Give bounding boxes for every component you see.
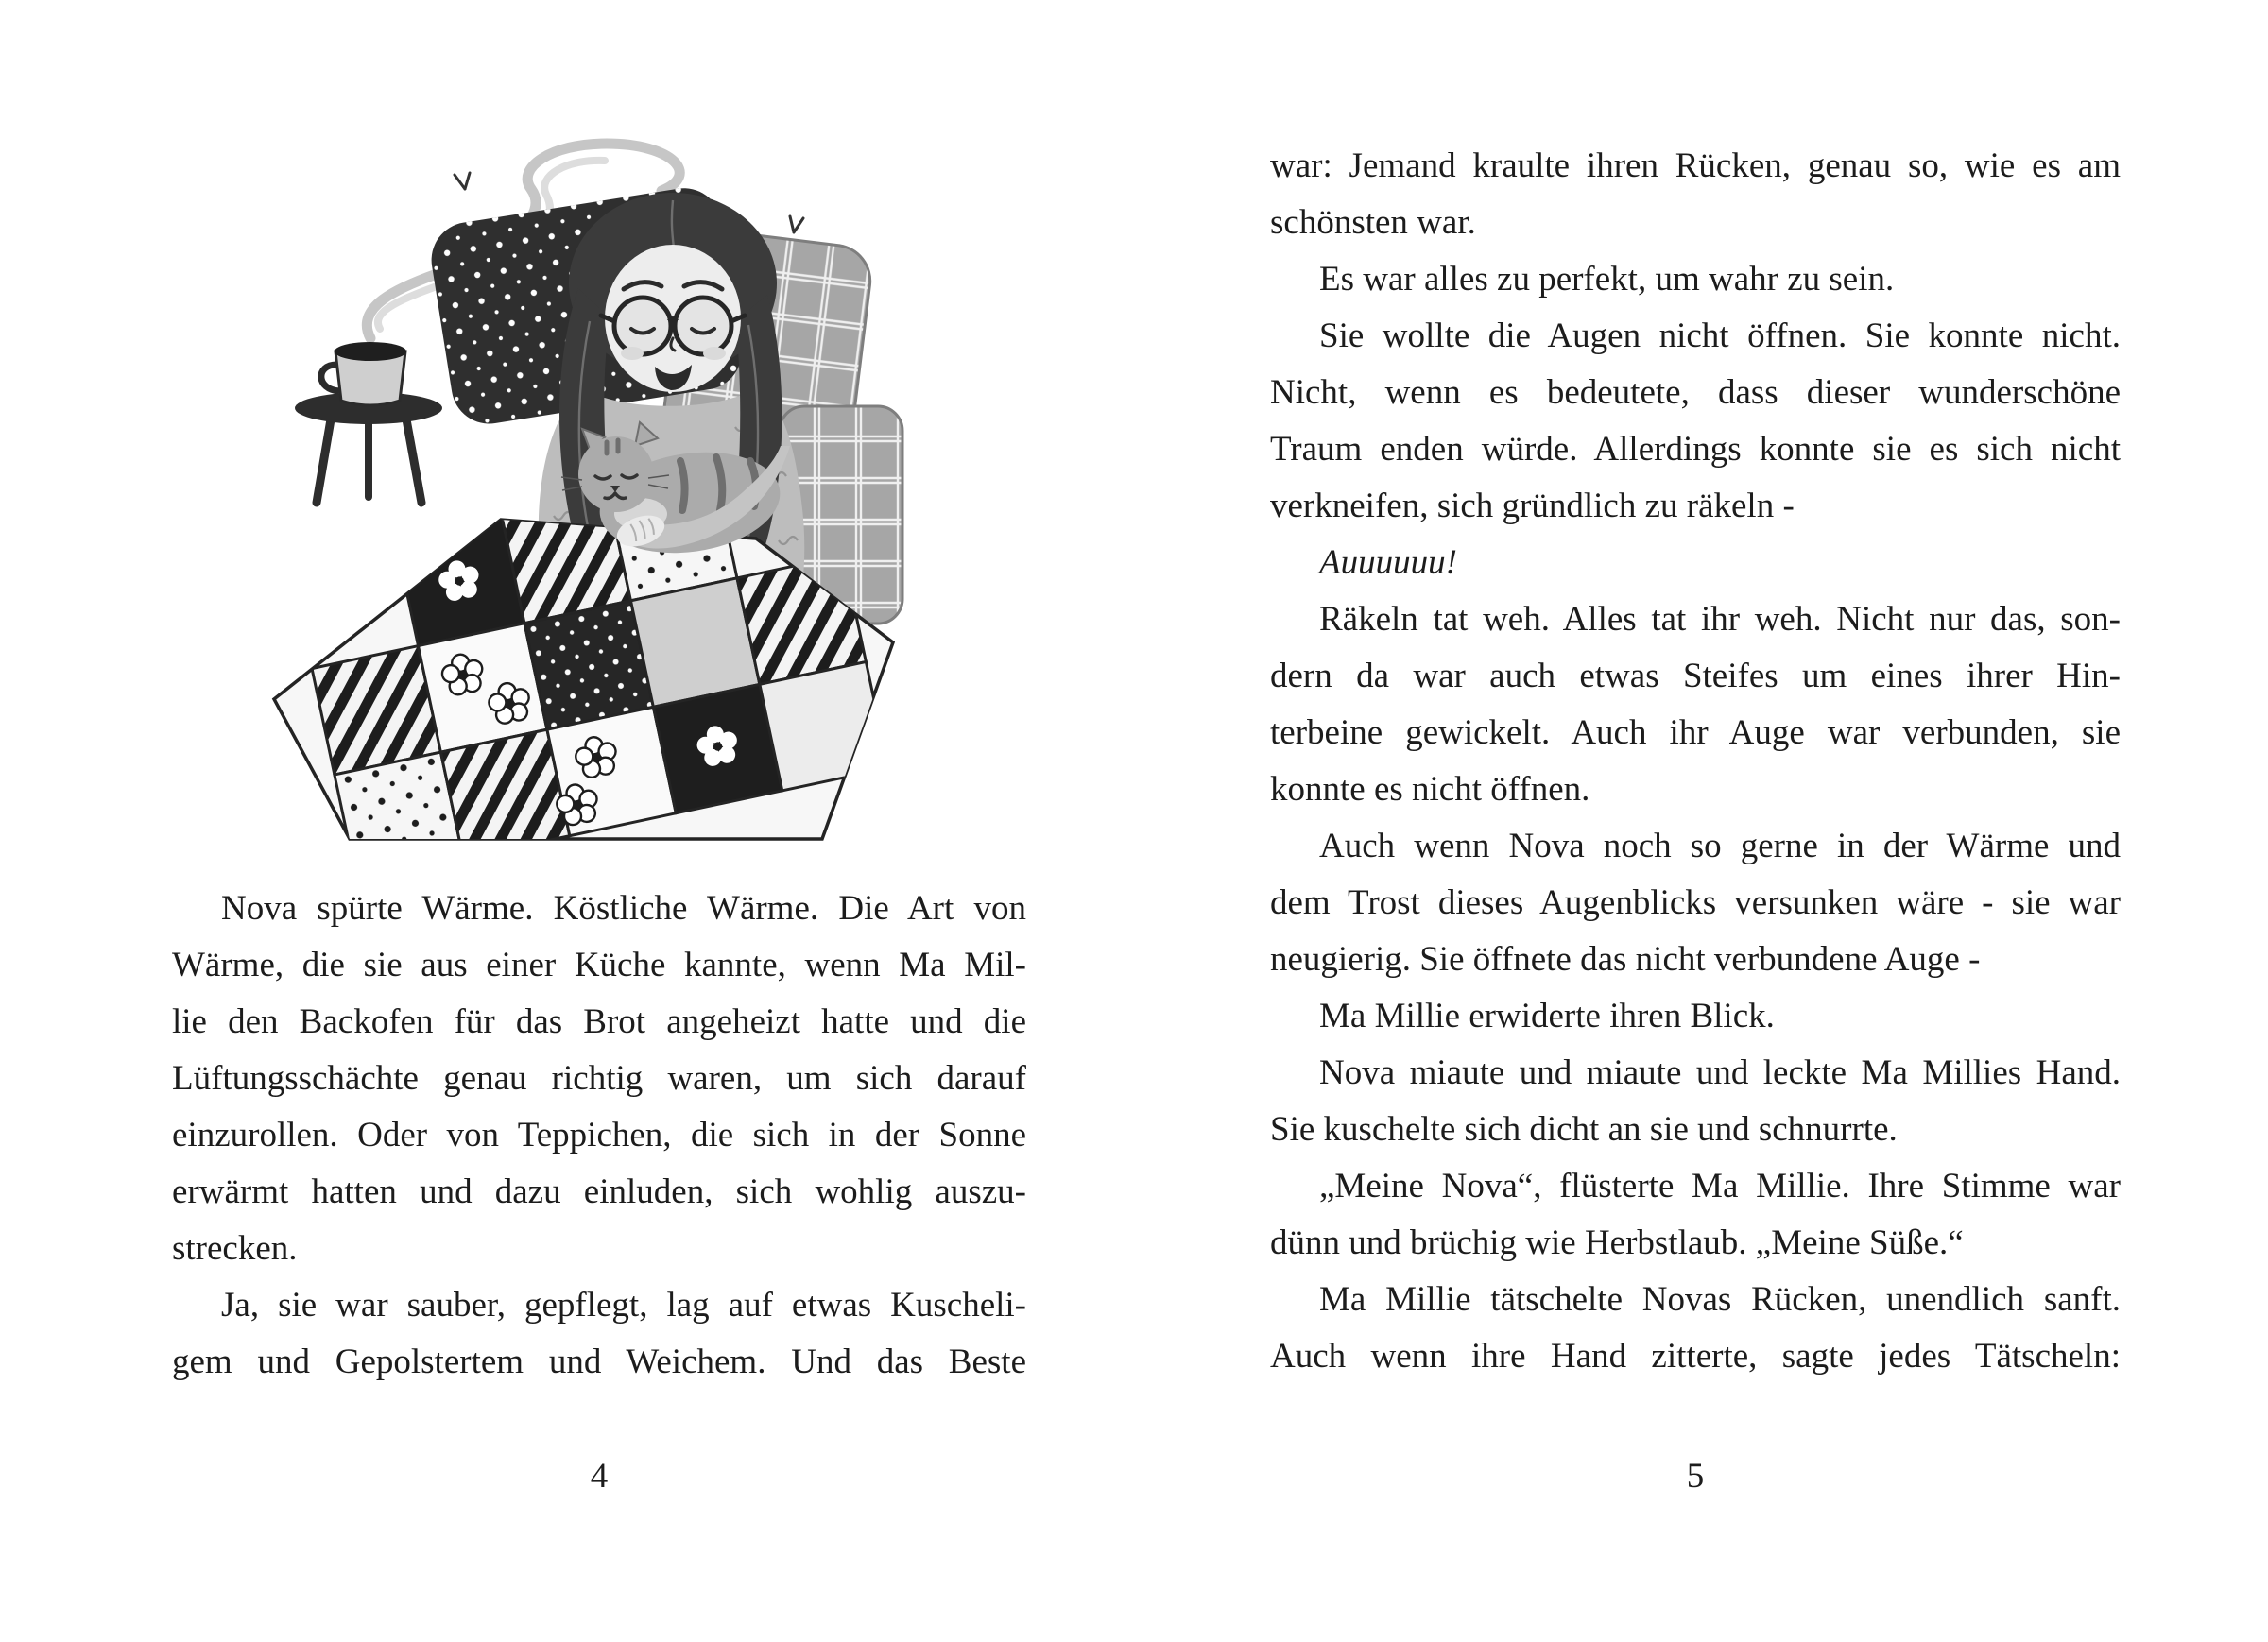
text-line: Ma Millie tätschelte Novas Rücken, unendlich sanft. xyxy=(1319,1280,2121,1319)
text-line: terbeine gewickelt. Auch ihr Auge war verbunden, sie xyxy=(1270,713,2121,752)
text-line: Es war alles zu perfekt, um wahr zu sein. xyxy=(1319,260,1895,299)
text-line: dünn und brüchig wie Herbstlaub. „Meine Süße.“ xyxy=(1270,1223,1964,1262)
text-line: Auuuuuu! xyxy=(1319,543,1457,582)
text-line: Nova spürte Wärme. Köstliche Wärme. Die Art von xyxy=(221,889,1026,928)
side-table xyxy=(295,392,442,503)
text-line: Ma Millie erwiderte ihren Blick. xyxy=(1319,997,1775,1035)
text-line: dem Trost dieses Augenblicks versunken wäre - sie war xyxy=(1270,883,2121,922)
text-line: gem und Gepolstertem und Weichem. Und das Beste xyxy=(172,1343,1026,1381)
text-line: Ja, sie war sauber, gepflegt, lag auf etwas Kuscheli- xyxy=(221,1286,1026,1325)
text-line: Räkeln tat weh. Alles tat ihr weh. Nicht nur das, son- xyxy=(1319,600,2121,639)
text-line: Auch wenn ihre Hand zitterte, sagte jedes Tätscheln: xyxy=(1270,1337,2121,1376)
text-line: Auch wenn Nova noch so gerne in der Wärme und xyxy=(1319,827,2121,865)
left-page-text xyxy=(172,881,1026,1391)
text-line: erwärmt hatten und dazu einluden, sich wohlig auszu- xyxy=(172,1172,1026,1211)
text-line: Sie kuschelte sich dicht an sie und schnurrte. xyxy=(1270,1110,1898,1149)
text-line: konnte es nicht öffnen. xyxy=(1270,770,1590,809)
text-line: neugierig. Sie öffnete das nicht verbundene Auge - xyxy=(1270,940,1981,979)
text-line: dern da war auch etwas Steifes um eines ihrer Hin- xyxy=(1270,657,2121,695)
text-line: strecken. xyxy=(172,1229,298,1268)
text-line: schönsten war. xyxy=(1270,203,1476,242)
text-line: Nicht, wenn es bedeutete, dass dieser wunderschöne xyxy=(1270,373,2121,412)
text-line: verkneifen, sich gründlich zu räkeln - xyxy=(1270,487,1795,525)
text-line: lie den Backofen für das Brot angeheizt hatte und die xyxy=(172,1002,1026,1041)
text-line: „Meine Nova“, flüsterte Ma Millie. Ihre Stimme war xyxy=(1319,1167,2121,1206)
text-line: einzurollen. Oder von Teppichen, die sich in der Sonne xyxy=(172,1116,1026,1155)
text-line: war: Jemand kraulte ihren Rücken, genau so, wie es am xyxy=(1270,146,2121,185)
text-line: Traum enden würde. Allerdings konnte sie es sich nicht xyxy=(1270,430,2121,469)
right-page-text xyxy=(1270,138,2121,1385)
left-page-number: 4 xyxy=(590,1457,609,1496)
illustration-svg xyxy=(265,94,926,850)
right-page xyxy=(1134,0,2268,1642)
text-line: Sie wollte die Augen nicht öffnen. Sie konnte nicht. xyxy=(1319,316,2121,355)
text-line: Nova miaute und miaute und leckte Ma Millies Hand. xyxy=(1319,1053,2121,1092)
book-illustration xyxy=(265,94,926,850)
text-line: Lüftungsschächte genau richtig waren, um sich darauf xyxy=(172,1059,1026,1098)
text-line: Wärme, die sie aus einer Küche kannte, wenn Ma Mil- xyxy=(172,946,1026,984)
right-page-number: 5 xyxy=(1686,1457,1705,1496)
